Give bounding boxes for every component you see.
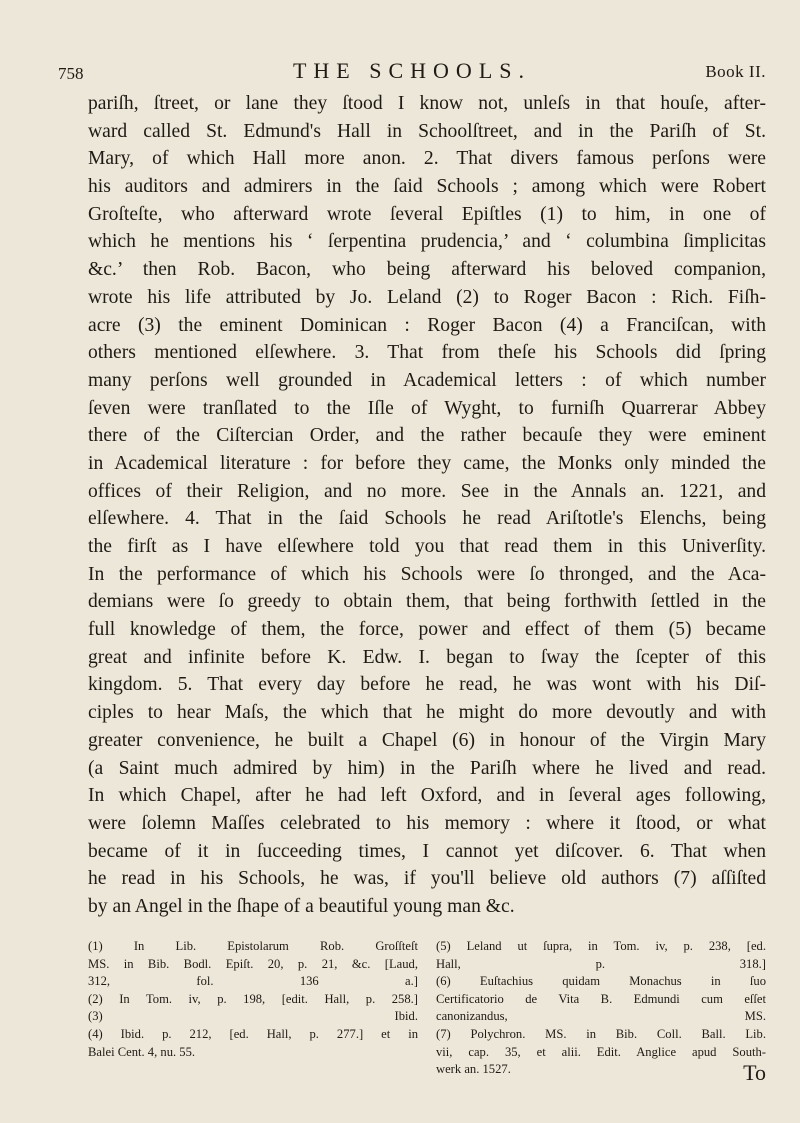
footnote-line: werk an. 1527. (436, 1062, 511, 1077)
body-text (88, 90, 766, 921)
footnote-line: (1) In Lib. Epistolarum Rob. Groſſteſt (88, 939, 418, 953)
text-line: which he mentions his ‘ ſerpentina prudencia,’ and ‘ columbina ſimplicitas (88, 231, 766, 253)
text-line: there of the Ciſtercian Order, and the rather becauſe they were eminent (88, 425, 766, 447)
catchword: To (743, 1060, 766, 1085)
text-line: In the performance of which his Schools were ſo thronged, and the Aca- (88, 563, 766, 585)
footnote-line: Hall, p. 318.] (436, 956, 766, 971)
text-line: &c.’ then Rob. Bacon, who being afterward his beloved companion, (88, 259, 766, 281)
text-line: kingdom. 5. That every day before he read, he was wont with his Diſ- (88, 674, 766, 696)
footnote-line: canonizandus, MS. (436, 1009, 766, 1024)
footnote-line: vii, cap. 35, et alii. Edit. Anglice apud South- (436, 1044, 766, 1059)
text-line: wrote his life attributed by Jo. Leland (2) to Roger Bacon : Rich. Fiſh- (88, 286, 766, 308)
text-line: Mary, of which Hall more anon. 2. That divers famous perſons were (88, 148, 766, 170)
footnote-line: (6) Euſtachius quidam Monachus in ſuo (436, 974, 766, 989)
text-line: ſeven were tranſlated to the Iſle of Wyght, to furniſh Quarrerar Abbey (88, 397, 766, 419)
footnotes-right-column (436, 938, 766, 1079)
text-line: in Academical literature : for before they came, the Monks only minded the (88, 452, 766, 474)
text-line: acre (3) the eminent Dominican : Roger Bacon (4) a Franciſcan, with (88, 314, 766, 336)
text-line: (a Saint much admired by him) in the Pariſh where he lived and read. (88, 757, 766, 779)
text-line: were ſolemn Maſſes celebrated to his memory : where it ſtood, or what (88, 812, 766, 834)
text-line: ciples to hear Maſs, the which that he might do more devoutly and with (88, 702, 766, 724)
footnote-line: MS. in Bib. Bodl. Epiſt. 20, p. 21, &c. [Laud, (88, 956, 418, 971)
text-line: offices of their Religion, and no more. See in the Annals an. 1221, and (88, 480, 766, 502)
text-line: the firſt as I have elſewhere told you that read them in this Univerſity. (88, 536, 766, 557)
book-label: Book II. (705, 62, 766, 81)
footnote-line: (5) Leland ut ſupra, in Tom. iv, p. 238, [ed. (436, 939, 766, 953)
page-number: 758 (58, 64, 84, 83)
footnote-line: (3) Ibid. (88, 1009, 418, 1024)
text-line: many perſons well grounded in Academical letters : of which number (88, 369, 766, 391)
text-line: Groſteſte, who afterward wrote ſeveral Epiſtles (1) to him, in one of (88, 203, 766, 225)
text-line: elſewhere. 4. That in the ſaid Schools he read Ariſtotle's Elenchs, being (88, 508, 766, 530)
text-line: he read in his Schools, he was, if you'll believe old authors (7) aſſiſted (88, 868, 766, 890)
text-line: greater convenience, he built a Chapel (6) in honour of the Virgin Mary (88, 729, 766, 751)
footnote-line: (2) In Tom. iv, p. 198, [edit. Hall, p. 258.] (88, 991, 418, 1006)
text-line: ward called St. Edmund's Hall in Schoolſtreet, and in the Pariſh of St. (88, 120, 766, 142)
footnote-line: Balei Cent. 4, nu. 55. (88, 1044, 196, 1059)
page-header (58, 56, 766, 86)
text-line: by an Angel in the ſhape of a beautiful young man &c. (88, 895, 515, 917)
text-line: others mentioned elſewhere. 3. That from theſe his Schools did ſpring (88, 342, 766, 364)
footnote-line: 312, fol. 136 a.] (88, 974, 418, 989)
text-line: his auditors and admirers in the ſaid Schools ; among which were Robert (88, 176, 766, 198)
footnote-line: (7) Polychron. MS. in Bib. Coll. Ball. Lib. (436, 1026, 766, 1041)
footnotes-left-column (88, 938, 418, 1061)
text-line: became of it in ſucceeding times, I cannot yet diſcover. 6. That when (88, 840, 766, 862)
footnote-line: Certificatorio de Vita B. Edmundi cum eſſet (436, 991, 766, 1006)
text-line: In which Chapel, after he had left Oxford, and in ſeveral ages following, (88, 785, 766, 807)
text-line: demians were ſo greedy to obtain them, that being forthwith ſettled in the (88, 591, 766, 613)
footnote-line: (4) Ibid. p. 212, [ed. Hall, p. 277.] et in (88, 1026, 418, 1041)
running-title: THE SCHOOLS. (292, 58, 531, 83)
text-line: great and infinite before K. Edw. I. began to ſway the ſcepter of this (88, 646, 766, 668)
text-line: full knowledge of them, the force, power and effect of them (5) became (88, 619, 766, 641)
text-line: pariſh, ſtreet, or lane they ſtood I know not, unleſs in that houſe, after- (88, 93, 766, 114)
